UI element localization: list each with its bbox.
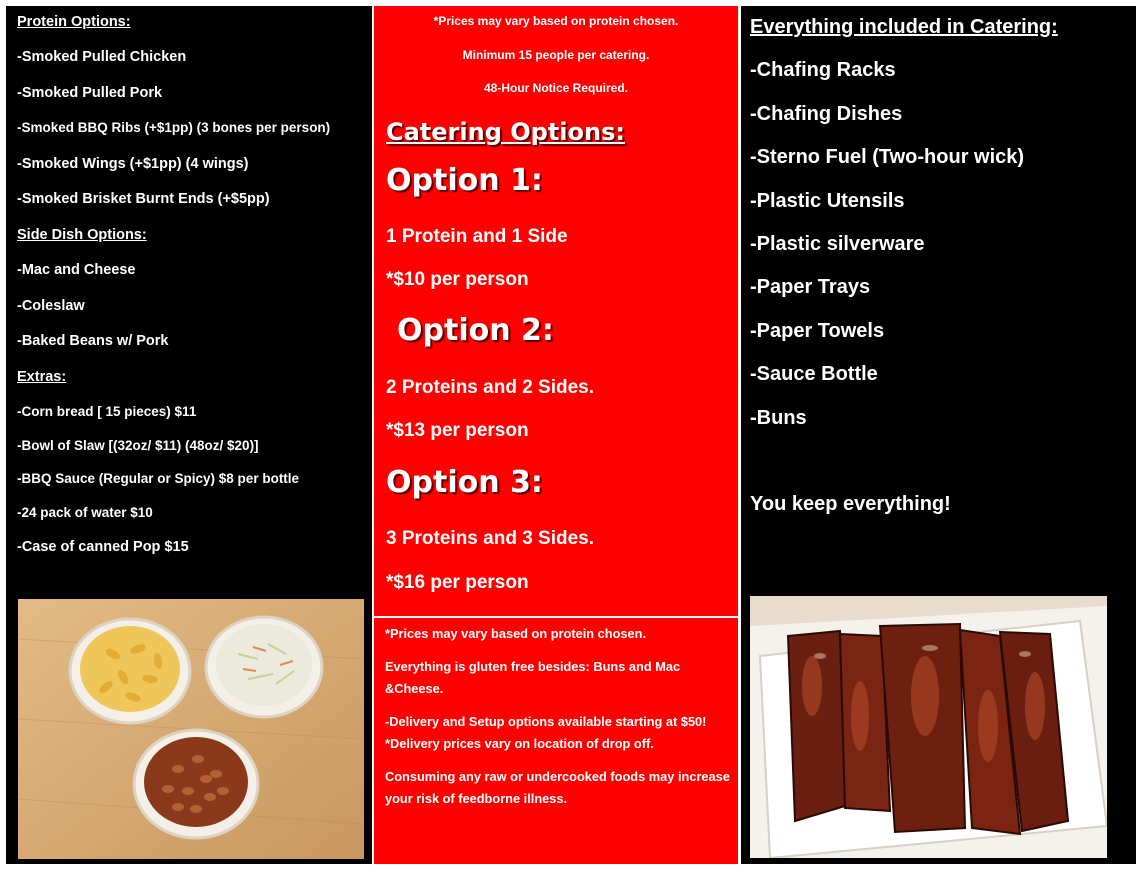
included-item: -Paper Trays: [750, 276, 871, 298]
included-item: -Chafing Racks: [750, 59, 896, 81]
catering-options-panel: [374, 6, 738, 616]
sides-heading: Side Dish Options:: [17, 227, 147, 243]
protein-item: -Smoked Brisket Burnt Ends (+$5pp): [17, 191, 270, 207]
sides-photo: [18, 599, 364, 859]
option-price: *$13 per person: [386, 420, 529, 441]
note-line: Everything is gluten free besides: Buns and Mac &Cheese.: [385, 659, 681, 696]
option-desc: 2 Proteins and 2 Sides.: [386, 377, 595, 398]
included-item: -Buns: [750, 407, 807, 429]
included-footer: You keep everything!: [750, 493, 951, 515]
option-price: *$10 per person: [386, 269, 529, 290]
note-line: *Prices may vary based on protein chosen.: [385, 626, 647, 641]
side-item: -Coleslaw: [17, 298, 85, 314]
notes-panel: [374, 618, 738, 864]
included-item: -Paper Towels: [750, 320, 885, 342]
notice-line: 48-Hour Notice Required.: [483, 81, 629, 95]
option-desc: 1 Protein and 1 Side: [386, 226, 568, 247]
side-item: -Baked Beans w/ Pork: [17, 333, 169, 349]
protein-heading: Protein Options:: [17, 14, 131, 30]
included-item: -Plastic silverware: [750, 233, 925, 255]
option-desc: 3 Proteins and 3 Sides.: [386, 528, 595, 549]
protein-item: -Smoked Wings (+$1pp) (4 wings): [17, 156, 249, 172]
notice-line: Minimum 15 people per catering.: [462, 48, 650, 62]
included-item: -Sauce Bottle: [750, 363, 878, 385]
included-panel: [741, 6, 1136, 588]
extra-item: -BBQ Sauce (Regular or Spicy) $8 per bottle: [17, 471, 300, 486]
note-line: Consuming any raw or undercooked foods may increase your risk of feedborne illness.: [385, 769, 730, 806]
extra-item: -Bowl of Slaw [(32oz/ $11) (48oz/ $20)]: [17, 438, 259, 453]
protein-item: -Smoked Pulled Chicken: [17, 49, 187, 65]
protein-item: -Smoked BBQ Ribs (+$1pp) (3 bones per person): [17, 120, 331, 135]
included-heading: Everything included in Catering:: [750, 16, 1058, 38]
protein-item: -Smoked Pulled Pork: [17, 85, 163, 101]
option-title: Option 1:: [386, 163, 543, 198]
catering-heading: Catering Options:: [386, 118, 625, 146]
extras-heading: Extras:: [17, 369, 67, 385]
note-line: -Delivery and Setup options available starting at $50! *Delivery prices vary on location of drop off.: [385, 714, 707, 751]
extra-item: -Case of canned Pop $15: [17, 539, 189, 555]
option-title: Option 2:: [397, 313, 554, 348]
notice-line: *Prices may vary based on protein chosen.: [433, 14, 679, 28]
included-item: -Chafing Dishes: [750, 103, 903, 125]
included-item: -Sterno Fuel (Two-hour wick): [750, 146, 1025, 168]
option-title: Option 3:: [386, 465, 543, 500]
side-item: -Mac and Cheese: [17, 262, 136, 278]
extra-item: -24 pack of water $10: [17, 505, 153, 520]
ribs-photo-illustration: [750, 596, 1107, 858]
option-price: *$16 per person: [386, 572, 529, 593]
extra-item: -Corn bread [ 15 pieces) $11: [17, 404, 197, 419]
sides-photo-illustration: [18, 599, 364, 859]
ribs-photo: [750, 596, 1107, 858]
included-item: -Plastic Utensils: [750, 190, 905, 212]
